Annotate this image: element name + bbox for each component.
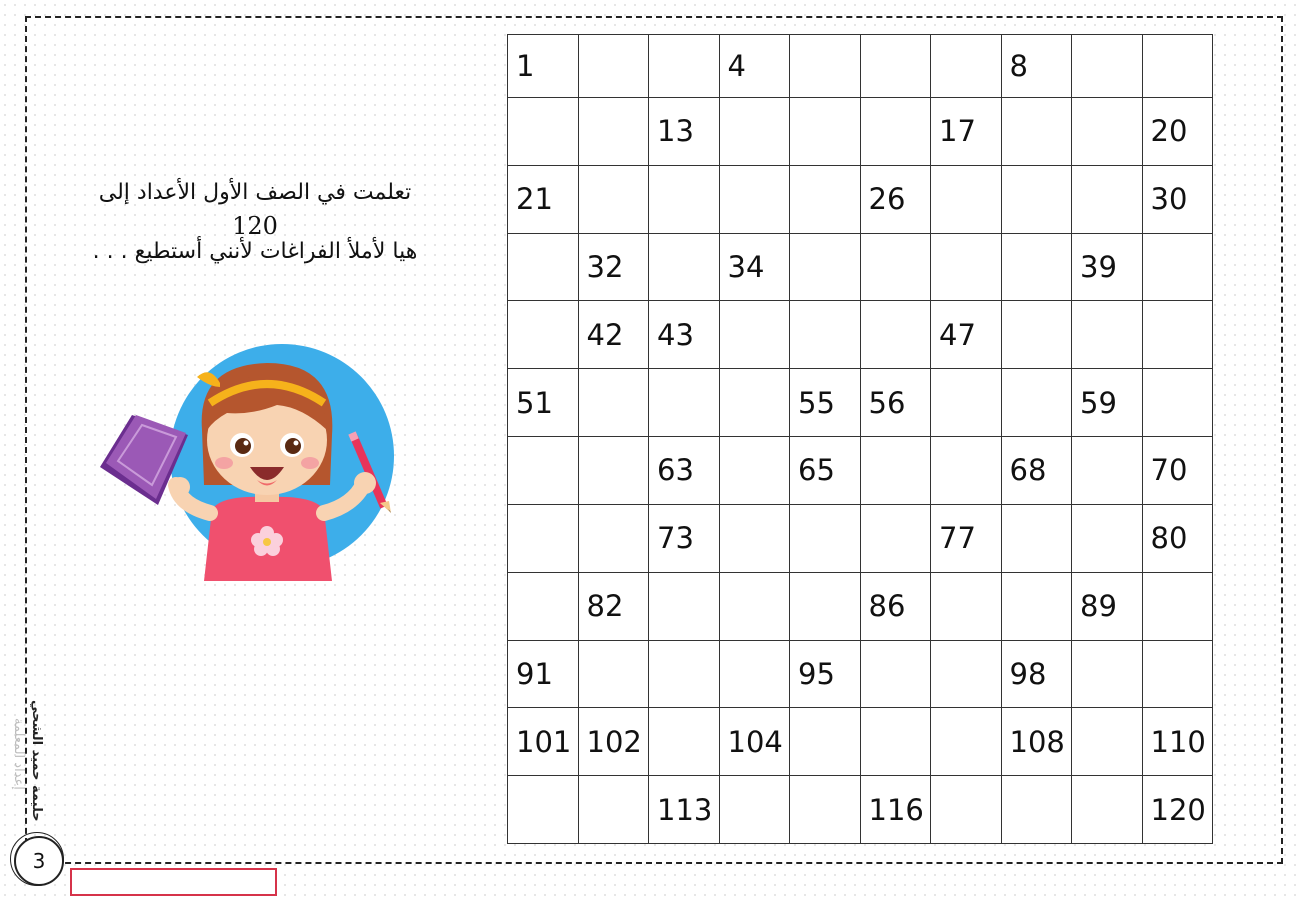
number-cell: 43 (649, 301, 720, 369)
number-cell: 82 (578, 572, 649, 640)
intro-line-3: هيا لأملأ الفراغات لأنني أستطيع . . . (92, 239, 418, 264)
number-cell: 95 (790, 640, 861, 708)
author-label: إعداد المعلمة (11, 718, 26, 790)
blank-cell[interactable] (860, 504, 931, 572)
blank-cell[interactable] (649, 35, 720, 98)
blank-cell[interactable] (790, 572, 861, 640)
blank-cell[interactable] (1142, 369, 1213, 437)
blank-cell[interactable] (719, 572, 790, 640)
blank-cell[interactable] (1001, 776, 1072, 844)
blank-cell[interactable] (508, 98, 579, 166)
number-cell: 21 (508, 165, 579, 233)
blank-cell[interactable] (649, 708, 720, 776)
number-cell: 47 (931, 301, 1002, 369)
blank-cell[interactable] (931, 35, 1002, 98)
number-cell: 108 (1001, 708, 1072, 776)
blank-cell[interactable] (1001, 504, 1072, 572)
number-cell: 34 (719, 233, 790, 301)
blank-cell[interactable] (790, 776, 861, 844)
number-cell: 39 (1072, 233, 1143, 301)
blank-cell[interactable] (578, 369, 649, 437)
grid-row (508, 437, 1213, 505)
blank-cell[interactable] (578, 504, 649, 572)
blank-cell[interactable] (1142, 640, 1213, 708)
blank-cell[interactable] (790, 35, 861, 98)
blank-cell[interactable] (931, 233, 1002, 301)
number-cell: 4 (719, 35, 790, 98)
blank-cell[interactable] (1072, 504, 1143, 572)
blank-cell[interactable] (578, 640, 649, 708)
number-cell: 56 (860, 369, 931, 437)
blank-cell[interactable] (790, 98, 861, 166)
blank-cell[interactable] (1072, 35, 1143, 98)
hundreds-chart-grid (507, 34, 1213, 844)
number-cell: 55 (790, 369, 861, 437)
grid-row (508, 165, 1213, 233)
blank-cell[interactable] (860, 233, 931, 301)
blank-cell[interactable] (1001, 301, 1072, 369)
blank-cell[interactable] (1142, 233, 1213, 301)
blank-cell[interactable] (931, 572, 1002, 640)
number-cell: 59 (1072, 369, 1143, 437)
blank-cell[interactable] (1001, 572, 1072, 640)
blank-cell[interactable] (1072, 98, 1143, 166)
number-cell: 120 (1142, 776, 1213, 844)
blank-cell[interactable] (790, 233, 861, 301)
blank-cell[interactable] (860, 708, 931, 776)
blank-cell[interactable] (860, 437, 931, 505)
blank-cell[interactable] (1001, 233, 1072, 301)
blank-cell[interactable] (1001, 165, 1072, 233)
number-cell: 70 (1142, 437, 1213, 505)
blank-cell[interactable] (931, 437, 1002, 505)
grid-row (508, 776, 1213, 844)
blank-cell[interactable] (790, 708, 861, 776)
number-cell: 77 (931, 504, 1002, 572)
number-cell: 113 (649, 776, 720, 844)
blank-cell[interactable] (719, 98, 790, 166)
number-cell: 104 (719, 708, 790, 776)
number-cell: 101 (508, 708, 579, 776)
intro-text (60, 178, 450, 266)
blank-cell[interactable] (508, 572, 579, 640)
blank-cell[interactable] (790, 504, 861, 572)
blank-cell[interactable] (1072, 708, 1143, 776)
grid-row (508, 35, 1213, 98)
blank-cell[interactable] (1072, 165, 1143, 233)
blank-cell[interactable] (931, 640, 1002, 708)
blank-cell[interactable] (719, 504, 790, 572)
number-cell: 102 (578, 708, 649, 776)
blank-cell[interactable] (649, 233, 720, 301)
number-cell: 65 (790, 437, 861, 505)
grid-row (508, 708, 1213, 776)
blank-cell[interactable] (1142, 572, 1213, 640)
grid-row (508, 369, 1213, 437)
number-cell: 32 (578, 233, 649, 301)
blank-cell[interactable] (719, 640, 790, 708)
blank-cell[interactable] (578, 165, 649, 233)
blank-cell[interactable] (508, 301, 579, 369)
number-cell: 13 (649, 98, 720, 166)
blank-cell[interactable] (649, 572, 720, 640)
number-cell: 51 (508, 369, 579, 437)
blank-cell[interactable] (508, 437, 579, 505)
grid-row (508, 572, 1213, 640)
blank-cell[interactable] (578, 776, 649, 844)
blank-cell[interactable] (860, 98, 931, 166)
blank-cell[interactable] (790, 165, 861, 233)
blank-cell[interactable] (719, 301, 790, 369)
number-cell: 89 (1072, 572, 1143, 640)
blank-cell[interactable] (1072, 640, 1143, 708)
number-cell: 110 (1142, 708, 1213, 776)
blank-cell[interactable] (649, 369, 720, 437)
number-cell: 68 (1001, 437, 1072, 505)
blank-cell[interactable] (1072, 437, 1143, 505)
number-cell: 26 (860, 165, 931, 233)
blank-cell[interactable] (578, 35, 649, 98)
blank-cell[interactable] (1072, 301, 1143, 369)
blank-cell[interactable] (649, 640, 720, 708)
number-cell: 73 (649, 504, 720, 572)
blank-cell[interactable] (790, 301, 861, 369)
author-credit (3, 700, 51, 840)
number-cell: 116 (860, 776, 931, 844)
blank-cell[interactable] (719, 776, 790, 844)
intro-line-1: تعلمت في الصف الأول الأعداد إلى (98, 180, 412, 205)
author-name: حليمة حميد الشحي (29, 700, 44, 822)
blank-cell[interactable] (1142, 301, 1213, 369)
number-cell: 98 (1001, 640, 1072, 708)
number-cell: 91 (508, 640, 579, 708)
blank-cell[interactable] (719, 437, 790, 505)
blank-cell[interactable] (931, 369, 1002, 437)
girl-illustration (92, 335, 398, 585)
blank-cell[interactable] (578, 98, 649, 166)
blank-cell[interactable] (860, 301, 931, 369)
blank-cell[interactable] (1072, 776, 1143, 844)
grid-row (508, 640, 1213, 708)
blank-cell[interactable] (1001, 98, 1072, 166)
number-cell: 80 (1142, 504, 1213, 572)
number-cell: 8 (1001, 35, 1072, 98)
blank-cell[interactable] (860, 35, 931, 98)
number-cell: 42 (578, 301, 649, 369)
blank-cell[interactable] (508, 776, 579, 844)
page-number: 3 (14, 836, 64, 886)
number-cell: 1 (508, 35, 579, 98)
grid-row (508, 98, 1213, 166)
blank-cell[interactable] (860, 640, 931, 708)
intro-line-2: 120 (232, 212, 278, 240)
blank-cell[interactable] (719, 165, 790, 233)
number-cell: 86 (860, 572, 931, 640)
grid-row (508, 233, 1213, 301)
number-cell: 20 (1142, 98, 1213, 166)
blank-cell[interactable] (719, 369, 790, 437)
red-label-box (70, 868, 277, 896)
blank-cell[interactable] (931, 165, 1002, 233)
grid-row (508, 504, 1213, 572)
blank-cell[interactable] (1142, 35, 1213, 98)
blank-cell[interactable] (508, 233, 579, 301)
number-cell: 17 (931, 98, 1002, 166)
blank-cell[interactable] (1001, 369, 1072, 437)
number-cell: 63 (649, 437, 720, 505)
blank-cell[interactable] (649, 165, 720, 233)
grid-row (508, 301, 1213, 369)
blank-cell[interactable] (931, 708, 1002, 776)
number-cell: 30 (1142, 165, 1213, 233)
blank-cell[interactable] (578, 437, 649, 505)
blank-cell[interactable] (508, 504, 579, 572)
blank-cell[interactable] (931, 776, 1002, 844)
